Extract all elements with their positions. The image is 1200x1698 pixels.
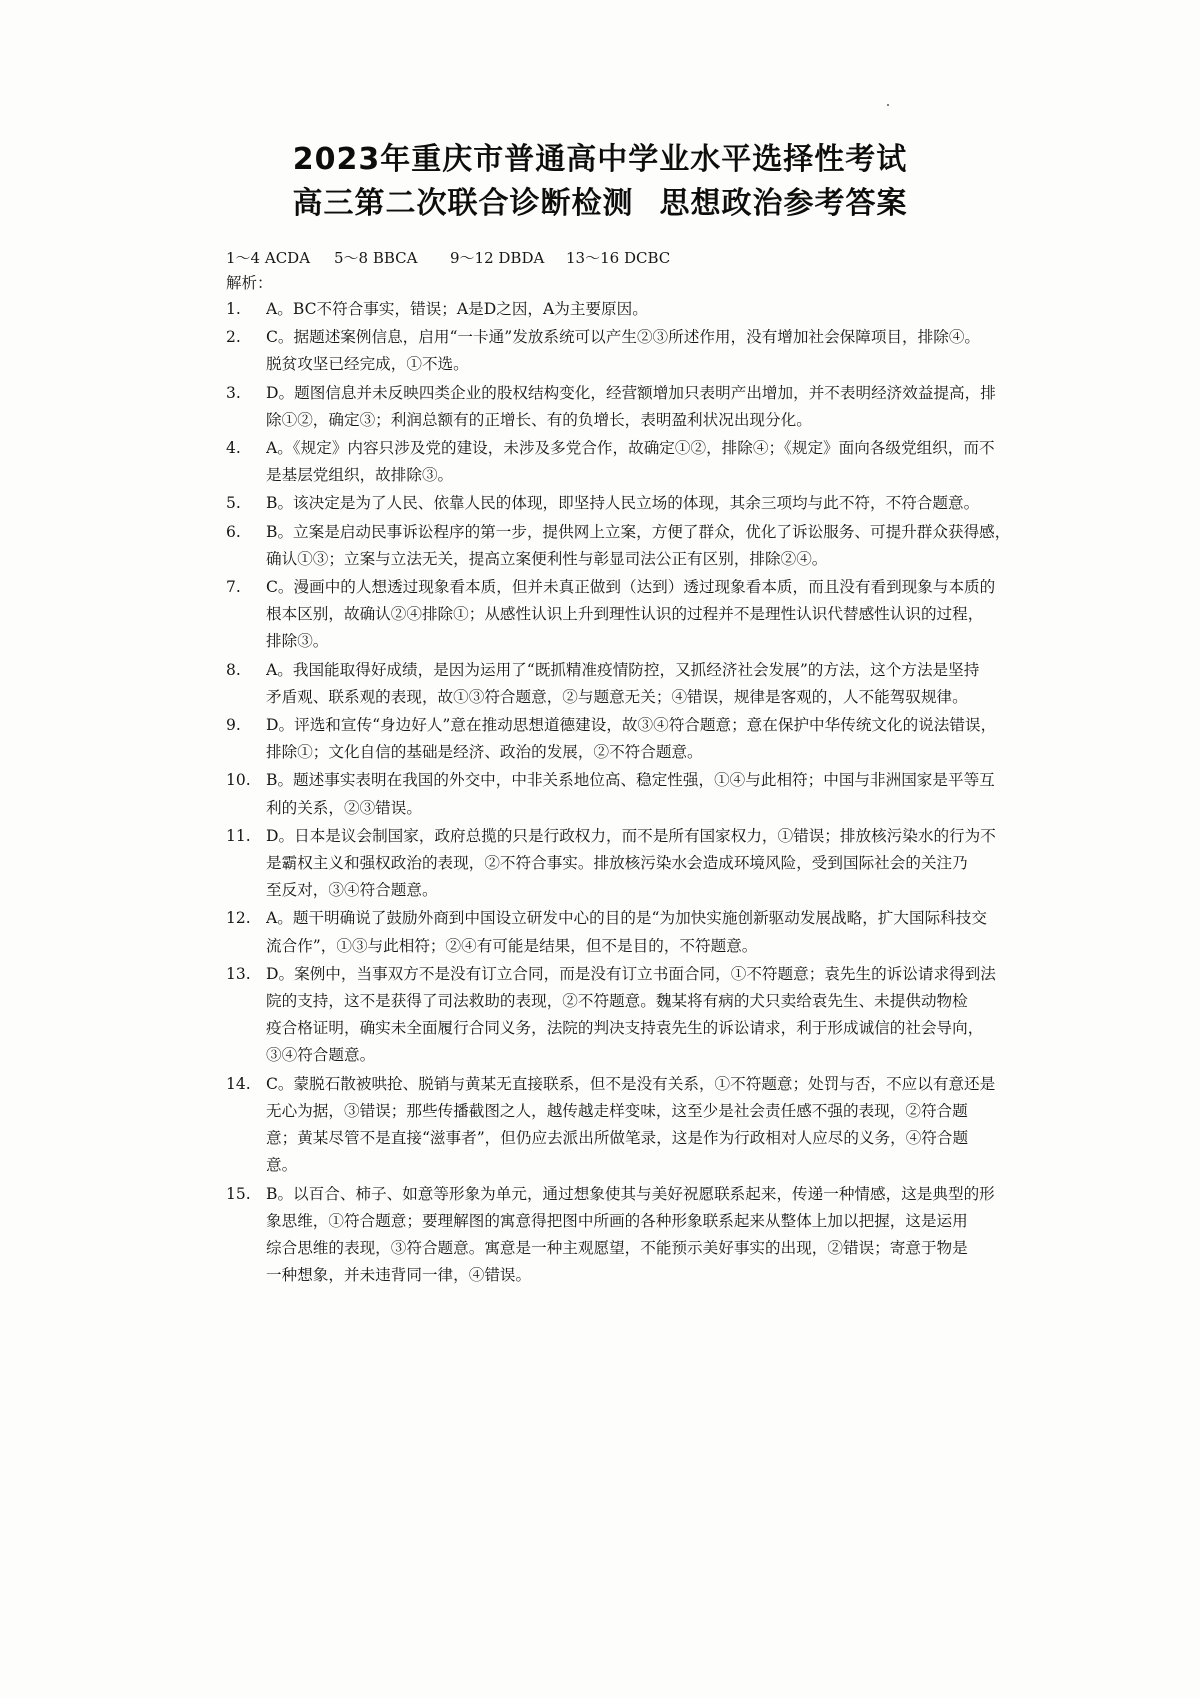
answer-group: 9～12 DBDA [450, 249, 545, 267]
item-number: 3. [226, 383, 241, 402]
item-number: 7. [226, 578, 241, 597]
item-number: 15. [226, 1184, 251, 1203]
item-explanation [266, 1181, 1034, 1290]
item-explanation [266, 519, 1034, 573]
explanation-line: 无心为据，③错误；那些传播截图之人，越传越走样变味，这至少是社会责任感不强的表现，②符合题 [266, 1101, 968, 1120]
analysis-label: 解析： [226, 274, 273, 292]
page-subtitle [0, 186, 1200, 222]
item-number: 8. [226, 660, 241, 679]
explanation-line: 综合思维的表现，③符合题意。寓意是一种主观愿望，不能预示美好事实的出现，②错误；寄意于物是 [266, 1238, 968, 1257]
item-number: 5. [226, 494, 241, 513]
analysis-item [226, 961, 1034, 1070]
scan-speck [887, 104, 889, 106]
answer-key-row [226, 248, 670, 268]
item-explanation [266, 767, 1034, 821]
item-number: 2. [226, 328, 241, 347]
explanation-line: A。BC不符合事实，错误；A是D之因，A为主要原因。 [266, 300, 648, 318]
explanation-line: B。题述事实表明在我国的外交中，中非关系地位高、稳定性强，①④与此相符；中国与非洲国家是平等互 [266, 771, 995, 790]
explanation-line: C。漫画中的人想透过现象看本质，但并未真正做到（达到）透过现象看本质，而且没有看到现象与本质的 [266, 578, 996, 597]
item-explanation [266, 435, 1034, 489]
explanation-line: B。以百合、柿子、如意等形象为单元，通过想象使其与美好祝愿联系起来，传递一种情感，这是典型的形 [266, 1184, 995, 1203]
item-explanation [266, 905, 1034, 959]
analysis-item [226, 490, 1034, 517]
explanation-line: 是基层党组织，故排除③。 [266, 466, 454, 485]
item-number: 1. [226, 300, 241, 318]
explanation-line: 是霸权主义和强权政治的表现，②不符合事实。排放核污染水会造成环境风险，受到国际社会的关注乃 [266, 854, 968, 873]
explanation-line: 疫合格证明，确实未全面履行合同义务，法院的判决支持袁先生的诉讼请求，利于形成诚信的社会导向， [266, 1019, 984, 1038]
explanation-line: B。该决定是为了人民、依靠人民的体现，即坚持人民立场的体现，其余三项均与此不符，不符合题意。 [266, 494, 980, 513]
explanation-line: 矛盾观、联系观的表现，故①③符合题意，②与题意无关；④错误，规律是客观的，人不能驾驭规律。 [266, 687, 968, 706]
explanation-line: 脱贫攻坚已经完成，①不选。 [266, 355, 469, 374]
item-explanation [266, 823, 1034, 905]
item-number: 12. [226, 909, 251, 928]
explanation-line: 利的关系，②③错误。 [266, 798, 422, 817]
item-explanation [266, 296, 1034, 323]
explanation-line: D。案例中，当事双方不是没有订立合同，而是没有订立书面合同，①不符题意；袁先生的诉讼请求得到法 [266, 964, 996, 983]
explanation-line: 意；黄某尽管不是直接“滋事者”，但仍应去派出所做笔录，这是作为行政相对人应尽的义务，④符合题 [266, 1129, 969, 1148]
subtitle-part-1: 高三第二次联合诊断检测 [292, 186, 634, 221]
analysis-item [226, 1071, 1034, 1180]
explanation-line: 象思维，①符合题意；要理解图的寓意得把图中所画的各种形象联系起来从整体上加以把握，这是运用 [266, 1211, 968, 1230]
explanation-line: C。蒙脱石散被哄抢、脱销与黄某无直接联系，但不是没有关系，①不符题意；处罚与否，不应以有意还是 [266, 1074, 996, 1093]
item-number: 13. [226, 964, 251, 983]
explanation-line: 排除①；文化自信的基础是经济、政治的发展，②不符合题意。 [266, 743, 703, 762]
item-number: 14. [226, 1074, 251, 1093]
explanation-line: D。评选和宣传“身边好人”意在推动思想道德建设，故③④符合题意；意在保护中华传统文化的说法错误， [266, 716, 997, 735]
explanation-line: 根本区别，故确认②④排除①；从感性认识上升到理性认识的过程并不是理性认识代替感性认识的过程， [266, 605, 984, 624]
page-title [0, 142, 1200, 178]
analysis-item [226, 767, 1034, 821]
explanation-line: D。日本是议会制国家，政府总揽的只是行政权力，而不是所有国家权力，①错误；排放核污染水的行为不 [266, 826, 996, 845]
explanation-line: 排除③。 [266, 632, 329, 651]
item-explanation [266, 961, 1034, 1070]
explanation-line: 流合作”，①③与此相符；②④有可能是结果，但不是目的，不符题意。 [266, 936, 758, 955]
analysis-item [226, 823, 1034, 905]
item-explanation [266, 574, 1034, 656]
explanation-line: 意。 [266, 1156, 298, 1175]
explanation-line: A。我国能取得好成绩，是因为运用了“既抓精准疫情防控，又抓经济社会发展”的方法，这个方法是坚持 [266, 660, 980, 679]
analysis-list [226, 296, 1034, 1290]
analysis-item [226, 380, 1034, 434]
explanation-line: C。据题述案例信息，启用“一卡通”发放系统可以产生②③所述作用，没有增加社会保障项目，排除④。 [266, 328, 981, 347]
analysis-item [226, 296, 1034, 323]
analysis-item [226, 324, 1034, 378]
answer-group: 5～8 BBCA [334, 249, 418, 267]
title-line-1: 2023年重庆市普通高中学业水平选择性考试 [292, 142, 908, 177]
item-explanation [266, 712, 1034, 766]
explanation-line: 院的支持，这不是获得了司法救助的表现，②不符题意。魏某将有病的犬只卖给袁先生、未提供动物检 [266, 992, 968, 1011]
subtitle-part-2: 思想政治参考答案 [659, 186, 908, 221]
item-explanation [266, 380, 1034, 434]
item-number: 6. [226, 522, 241, 541]
explanation-line: ③④符合题意。 [266, 1046, 376, 1065]
answer-group: 1～4 ACDA [226, 249, 311, 267]
explanation-line: 除①②，确定③；利润总额有的正增长、有的负增长，表明盈利状况出现分化。 [266, 410, 812, 429]
item-explanation [266, 1071, 1034, 1180]
analysis-item [226, 435, 1034, 489]
explanation-line: 确认①③；立案与立法无关，提高立案便利性与彰显司法公正有区别，排除②④。 [266, 549, 828, 568]
item-number: 10. [226, 771, 251, 790]
item-explanation [266, 324, 1034, 378]
explanation-line: 至反对，③④符合题意。 [266, 881, 438, 900]
analysis-item [226, 712, 1034, 766]
item-number: 11. [226, 826, 251, 845]
item-explanation [266, 657, 1034, 711]
explanation-line: A。《规定》内容只涉及党的建设，未涉及多党合作，故确定①②，排除④；《规定》面向各级党组织，而不 [266, 439, 995, 458]
item-number: 4. [226, 439, 241, 458]
explanation-line: A。题干明确说了鼓励外商到中国设立研发中心的目的是“为加快实施创新驱动发展战略，扩大国际科技交 [266, 909, 987, 928]
answer-group: 13～16 DCBC [566, 249, 671, 267]
item-number: 9. [226, 716, 241, 735]
analysis-item [226, 905, 1034, 959]
explanation-line: 一种想象，并未违背同一律，④错误。 [266, 1266, 532, 1285]
explanation-line: D。题图信息并未反映四类企业的股权结构变化，经营额增加只表明产出增加，并不表明经济效益提高，排 [266, 383, 996, 402]
analysis-item [226, 574, 1034, 656]
analysis-item [226, 519, 1034, 573]
analysis-item [226, 657, 1034, 711]
explanation-line: B。立案是启动民事诉讼程序的第一步，提供网上立案，方便了群众，优化了诉讼服务、可提升群众获得感， [266, 522, 1011, 541]
item-explanation [266, 490, 1034, 517]
analysis-item [226, 1181, 1034, 1290]
